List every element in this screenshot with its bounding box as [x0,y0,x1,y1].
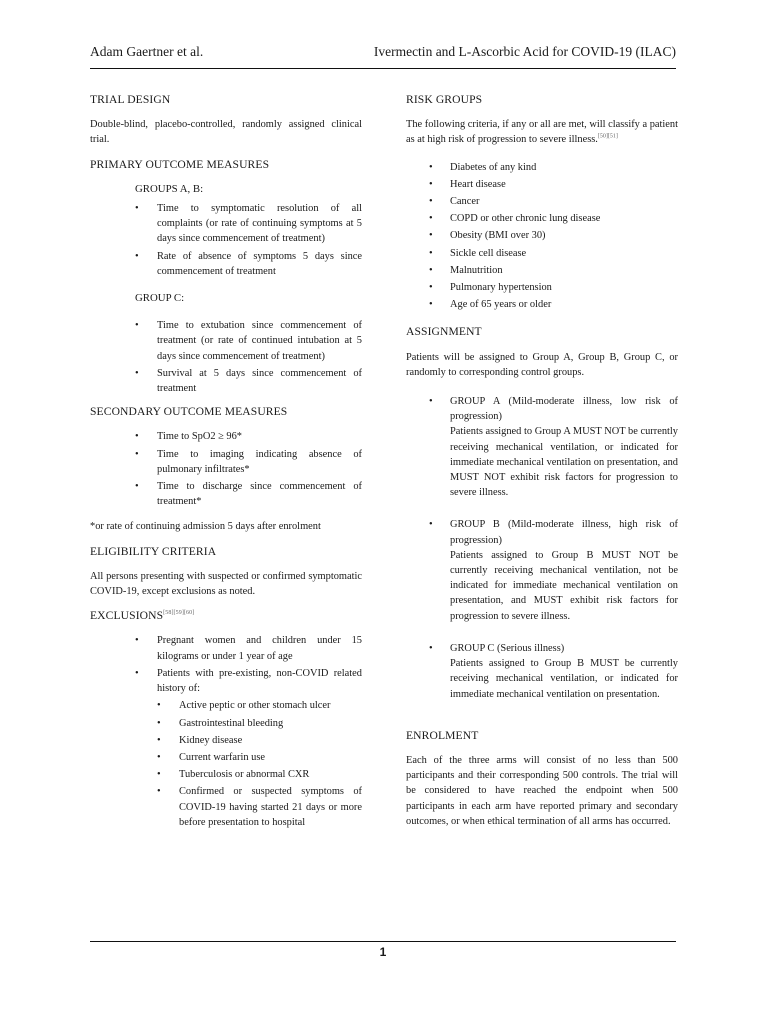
eligibility-text: All persons presenting with suspected or confirmed symptomatic COVID-19, except exclusions as noted. [90,570,362,598]
list-item: • Confirmed or suspected symptoms of COVID-19 having started 21 days or more before presentation to hospital [157,786,362,828]
exclusions-refs[interactable]: [58][59][60] [163,610,195,617]
list-item: • Time to discharge since commencement of treatment* [135,481,362,508]
enrolment-heading: ENROLMENT [406,728,479,742]
header-title: Ivermectin and L-Ascorbic Acid for COVID-19 (ILAC) [373,44,676,59]
trial-design-heading: TRIAL DESIGN [90,93,171,106]
exclusions-heading: EXCLUSIONS[58][59][60] [90,609,195,623]
secondary-note: *or rate of continuing admission 5 days after enrolment [90,521,321,533]
group-c-list [90,318,362,396]
group-a-item: • GROUP A (Mild-moderate illness, low risk of progression) Patients assigned to Group A MUST NOT be currently receiving mechanical ventilation, or indicated for immediate mechanical ventilation on presentation, and MUST NOT exhibit risk factors for progression to severe illness. [406,394,678,500]
list-item: • Sickle cell disease [429,247,527,259]
list-item: • Time to imaging indicating absence of pulmonary infiltrates* [135,448,362,475]
header-rule [90,68,676,69]
group-c-text: Patients assigned to Group B MUST be currently receiving mechanical ventilation, or indicated for immediate mechanical ventilation on presentation. [450,658,678,700]
list-item: • Patients with pre-existing, non-COVID related history of: • Active peptic or other stomach ulcer • Gastrointestinal bleeding • Kidney disease • Current warfarin use • Tuberculosis or abnormal CXR • Confirmed or suspected symptoms of COVID-19 having started 21 days or more before presentation to hospital [90,666,362,830]
list-item: • Pulmonary hypertension [429,282,552,294]
group-c-label: GROUP C: [135,292,185,305]
list-item: • Cancer [429,196,480,208]
risk-list [406,160,678,313]
list-item: • COPD or other chronic lung disease [429,213,601,225]
groups-ab-label: GROUPS A, B: [135,182,204,195]
list-item: • Time to extubation since commencement of treatment (or rate of continued intubation at 5 days since commencement of treatment) [135,320,362,362]
page-number: 1 [379,945,387,959]
assignment-groups [406,394,678,702]
list-item: • Survival at 5 days since commencement of treatment [135,367,362,395]
list-item: • Pregnant women and children under 15 kilograms or under 1 year of age [135,635,362,662]
list-item: • Kidney disease [157,734,243,746]
list-item: • Current warfarin use [157,751,265,763]
list-item: • Heart disease [429,178,506,190]
list-item: • Active peptic or other stomach ulcer [157,700,331,712]
list-item: • Rate of absence of symptoms 5 days since commencement of treatment [135,250,362,277]
group-b-item: • GROUP B (Mild-moderate illness, high risk of progression) Patients assigned to Group B MUST NOT be currently receiving mechanical ventilation, not be indicated for immediate mechanical ventilation on presentation, and MUST exhibit risk factors for progression to severe illness. [406,517,678,623]
footer-rule [90,941,676,942]
list-item: • Time to symptomatic resolution of all complaints (or rate of continuing symptoms at 5 days since commencement of treatment) [135,203,362,245]
right-column [406,92,678,838]
header-authors: Adam Gaertner et al. [90,44,204,59]
assignment-text: Patients will be assigned to Group A, Group B, Group C, or randomly to corresponding control groups. [406,351,678,378]
group-a-title: GROUP A (Mild-moderate illness, low risk of progression) [450,396,678,423]
list-item: • Tuberculosis or abnormal CXR [157,769,310,781]
group-c-item: • GROUP C (Serious illness) Patients assigned to Group B MUST be currently receiving mechanical ventilation, or indicated for immediate mechanical ventilation on presentation. [406,641,678,702]
left-column [90,92,362,838]
list-item: • Gastrointestinal bleeding [157,717,284,729]
group-b-title: GROUP B (Mild-moderate illness, high risk of progression) [450,519,678,546]
exclusions-sub-list [157,698,362,830]
primary-outcome-heading: PRIMARY OUTCOME MEASURES [90,157,270,171]
exclusions-list [90,633,362,829]
running-header [90,44,676,66]
risk-groups-heading: RISK GROUPS [406,93,483,106]
secondary-outcome-heading: SECONDARY OUTCOME MEASURES [90,405,288,419]
group-b-text: Patients assigned to Group B MUST NOT be currently receiving mechanical ventilation, not be indicated for immediate mechanical ventilation on presentation, and MUST exhibit risk factors for progression to severe illness. [450,549,678,622]
list-item: • Diabetes of any kind [429,161,537,173]
trial-design-text: Double-blind, placebo-controlled, randomly assigned clinical trial. [90,119,362,146]
assignment-heading: ASSIGNMENT [406,325,482,339]
list-item: • Time to SpO2 ≥ 96* [135,431,242,443]
enrolment-text: Each of the three arms will consist of no less than 500 participants and their corresponding 500 controls. The trial will be considered to have reached the endpoint when 500 participants in each arm have reported primary and secondary outcomes, or when ethical termination of all arms has occurred. [406,754,678,827]
secondary-list [90,429,362,509]
group-c-title: GROUP C (Serious illness) [450,642,565,654]
groups-ab-list [90,201,362,279]
list-item: • Age of 65 years or older [429,299,552,311]
risk-groups-text: The following criteria, if any or all are met, will classify a patient as at high risk of progression to severe illness.[50][51] [406,119,678,146]
list-item: • Malnutrition [429,264,503,276]
group-a-text: Patients assigned to Group A MUST NOT be currently receiving mechanical ventilation, or indicated for immediate mechanical ventilation on presentation, and MUST NOT exhibit risk factors for progression to severe illness. [450,426,678,499]
list-item: • Obesity (BMI over 30) [429,230,546,242]
risk-refs[interactable]: [50][51] [597,133,618,140]
eligibility-heading: ELIGIBILITY CRITERIA [90,544,217,558]
